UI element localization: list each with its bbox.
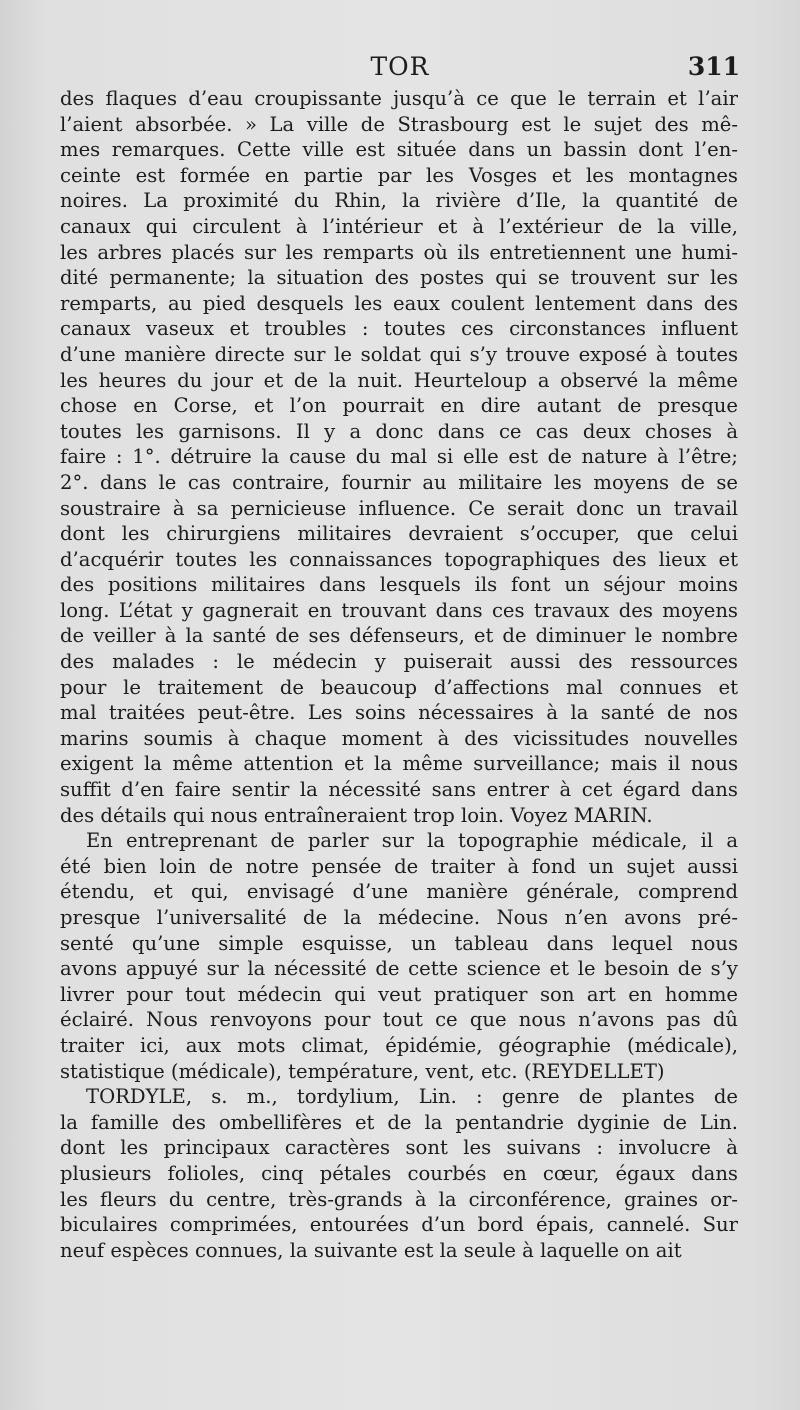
text-line: l’aient absorbée. » La ville de Strasbourg est le sujet des mê- [60,112,738,136]
text-line: la famille des ombellifères et de la pentandrie dyginie de Lin. [60,1110,738,1134]
text-line: plusieurs folioles, cinq pétales courbés en cœur, égaux dans [60,1161,738,1185]
text-line: mes remarques. Cette ville est située dans un bassin dont l’en- [60,138,738,162]
text-line: étendu, et qui, envisagé d’une manière générale, comprend [60,880,738,904]
text-line: des malades : le médecin y puiserait aussi des ressources [60,650,738,674]
text-line: avons appuyé sur la nécessité de cette science et le besoin de s’y [60,957,738,981]
text-line: mal traitées peut-être. Les soins nécessaires à la santé de nos [60,701,738,725]
text-line: 2°. dans le cas contraire, fournir au militaire les moyens de se [60,470,738,494]
text-line: marins soumis à chaque moment à des vicissitudes nouvelles [60,726,738,750]
running-head [60,52,740,82]
running-head-title: TOR [370,52,430,81]
text-line: senté qu’une simple esquisse, un tableau dans lequel nous [60,931,738,955]
page-number: 311 [687,52,740,81]
text-line: chose en Corse, et l’on pourrait en dire autant de presque [60,394,738,418]
text-line: des flaques d’eau croupissante jusqu’à ce que le terrain et l’air [60,87,738,110]
text-line: d’acquérir toutes les connaissances topographiques des lieux et [60,547,738,571]
text-line: pour le traitement de beaucoup d’affections mal connues et [60,675,738,699]
text-line: dont les principaux caractères sont les suivans : involucre à [60,1136,738,1160]
text-line: statistique (médicale), température, vent, etc. (REYDELLET) [60,1059,665,1083]
text-line: canaux qui circulent à l’intérieur et à l’extérieur de la ville, [60,214,738,238]
text-line: exigent la même attention et la même surveillance; mais il nous [60,752,738,776]
text-line: livrer pour tout médecin qui veut pratiquer son art en homme [60,982,738,1006]
text-line: dité permanente; la situation des postes qui se trouvent sur les [60,266,738,290]
text-line: ceinte est formée en partie par les Vosges et les montagnes [60,163,738,187]
text-line: remparts, au pied desquels les eaux coulent lentement dans des [60,291,738,315]
text-line: biculaires comprimées, entourées d’un bord épais, cannelé. Sur [60,1213,738,1237]
text-line: dont les chirurgiens militaires devraient s’occuper, que celui [60,522,738,546]
text-line: traiter ici, aux mots climat, épidémie, géographie (médicale), [60,1033,738,1057]
text-line: des détails qui nous entraîneraient trop loin. Voyez MARIN. [60,803,653,827]
text-line: toutes les garnisons. Il y a donc dans ce cas deux choses à [60,419,738,443]
text-line: les fleurs du centre, très-grands à la circonférence, graines or- [60,1187,738,1211]
text-line: des positions militaires dans lesquels ils font un séjour moins [60,573,738,597]
text-line: long. L’état y gagnerait en trouvant dans ces travaux des moyens [60,598,738,622]
text-line: d’une manière directe sur le soldat qui s’y trouve exposé à toutes [60,342,738,366]
text-line: neuf espèces connues, la suivante est la seule à laquelle on ait [60,1238,682,1262]
text-line: noires. La proximité du Rhin, la rivière d’Ile, la quantité de [60,189,738,213]
text-line: soustraire à sa pernicieuse influence. Ce serait donc un travail [60,496,738,520]
text-line: presque l’universalité de la médecine. Nous n’en avons pré- [60,906,738,929]
text-line: été bien loin de notre pensée de traiter à fond un sujet aussi [60,854,738,878]
text-line: suffit d’en faire sentir la nécessité sans entrer à cet égard dans [60,778,738,802]
text-line: les heures du jour et de la nuit. Heurteloup a observé la même [60,368,738,392]
text-line: En entreprenant de parler sur la topographie médicale, il a [86,829,738,853]
text-line: de veiller à la santé de ses défenseurs, et de diminuer le nombre [60,624,738,648]
text-line: éclairé. Nous renvoyons pour tout ce que nous n’avons pas dû [60,1008,738,1032]
text-line: les arbres placés sur les remparts où ils entretiennent une humi- [60,240,738,264]
text-line: faire : 1°. détruire la cause du mal si elle est de nature à l’être; [60,445,738,469]
text-line: canaux vaseux et troubles : toutes ces circonstances influent [60,317,738,341]
body-text [60,86,738,1263]
text-line: TORDYLE, s. m., tordylium, Lin. : genre de plantes de [86,1085,738,1109]
